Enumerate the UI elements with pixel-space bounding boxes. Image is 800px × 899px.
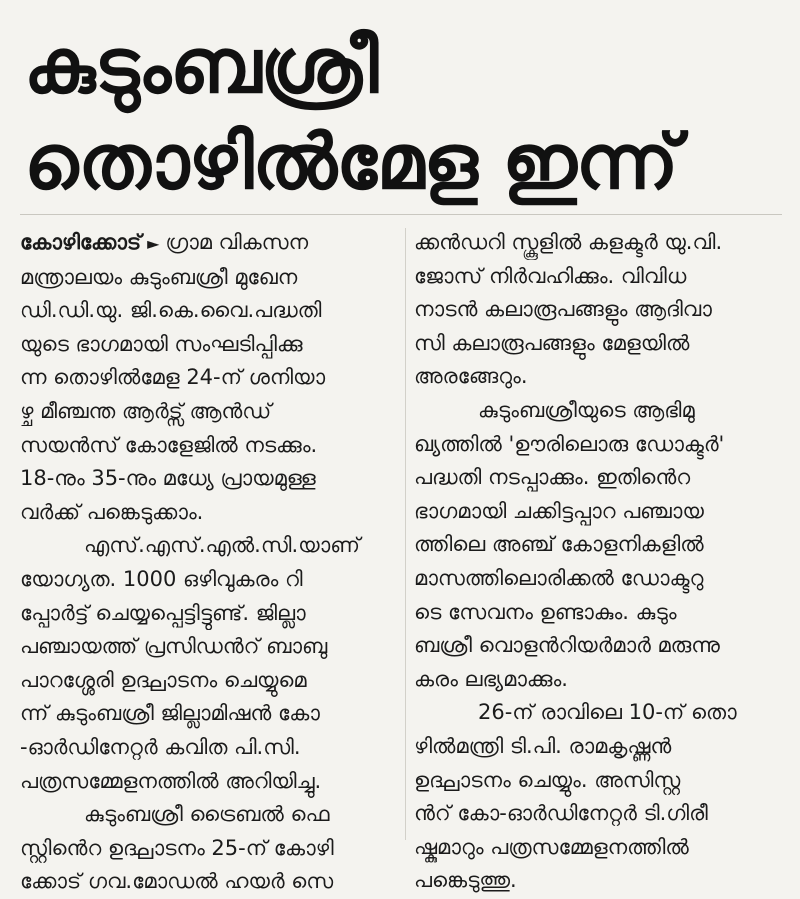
article-line: ഉദ്ഘാടനം ചെയ്യും. അസിസ്റ്റ [414,767,681,792]
article-line: അരങ്ങേറും. [414,364,528,389]
article-line: വർക്ക് പങ്കെടുക്കാം. [20,499,204,524]
article-line: കോഴിക്കോട് ► ഗ്രാമ വികസന [20,230,309,254]
dateline-arrow-icon: ► [147,234,160,253]
article-line: ഴ്ച മീഞ്ചന്ത ആർട്സ് ആൻഡ് [20,398,272,423]
article-line: കുടുംബശ്രീയുടെ ആഭിമു [478,397,695,422]
article-line: സയൻസ് കോളേജിൽ നടക്കും. [20,432,318,457]
article-line: കുടുംബശ്രീ ട്രൈബൽ ഫെ [84,802,330,827]
article-line: -ഓർഡിനേറ്റർ കവിത പി.സി. [20,734,301,759]
article-line: ഭാഗമായി ചക്കിട്ടപ്പാറ പഞ്ചായ [414,498,704,523]
article-line: ടെ സേവനം ഉണ്ടാകും. കുടും [414,599,677,624]
article-line: നാടൻ കലാരൂപങ്ങളും ആദിവാ [414,297,712,322]
article-line: പദ്ധതി നടപ്പാക്കും. ഇതിൻെറ [414,465,691,490]
article-line: യുടെ ഭാഗമായി സംഘടിപ്പിക്കു [20,331,303,356]
article-column-left [20,226,398,899]
article-line: ൻറ് കോ-ഓർഡിനേറ്റർ ടി.ഗിരീ [414,801,708,826]
article-line: എസ്.എസ്.എൽ.സി.യാണ് [84,533,360,558]
article-line: മന്ത്രാലയം കുടുംബശ്രീ മുഖേന [20,264,298,289]
article-line: 26-ന് രാവിലെ 10-ന് തൊ [478,700,737,725]
article-line: ഖ്യത്തിൽ 'ഊരിലൊരു ഡോക്ടർ' [414,431,725,456]
article-line: ക്കോട് ഗവ.മോഡൽ ഹയർ സെ [20,869,334,894]
article-line: ത്തിലെ അഞ്ച് കോളനികളിൽ [414,532,704,557]
article-line: ന്ന് കുടുംബശ്രീ ജില്ലാമിഷൻ കോ [20,701,320,726]
article-line: ബശ്രീ വൊളൻറിയർമാർ മരുന്നു [414,633,720,658]
article-line: ഷ്കുമാറും പത്രസമ്മേളനത്തിൽ [414,834,689,859]
article-line: ഡി.ഡി.യു. ജി.കെ.വൈ.പദ്ധതി [20,298,322,323]
article-line: പ്പോർട്ട് ചെയ്യപ്പെട്ടിട്ടുണ്ട്. ജില്ലാ [20,600,306,625]
article-line: ഴിൽമന്ത്രി ടി.പി. രാമകൃഷ്ണൻ [414,733,672,758]
article-line: കരം ലഭ്യമാക്കും. [414,666,568,691]
article-line: പങ്കെടുത്തു. [414,868,517,893]
article-line: 18-നും 35-നും മധ്യേ പ്രായമുള്ള [20,466,316,491]
dateline: കോഴിക്കോട് [20,230,142,254]
article-line: പത്രസമ്മേളനത്തിൽ അറിയിച്ചു. [20,768,322,793]
headline [24,18,784,210]
article-line: ജോസ് നിർവഹിക്കും. വിവിധ [414,263,687,288]
article-column-right [414,226,784,898]
article-line: മാസത്തിലൊരിക്കൽ ഡോക്ടറു [414,565,704,590]
headline-rule [20,214,782,215]
column-divider [405,228,406,840]
article-line: പാറശ്ശേരി ഉദ്ഘാടനം ചെയ്യുമെ [20,667,307,692]
article-line: യോഗ്യത. 1000 ഒഴിവുകരം റി [20,566,303,591]
headline-line-2: തൊഴിൽമേള ഇന്ന് [24,117,678,206]
headline-line-1: കുടുംബശ്രീ [24,21,378,110]
article-line: പഞ്ചായത്ത് പ്രസിഡൻറ് ബാബു [20,634,328,659]
article-line: ന്ന തൊഴിൽമേള 24-ന് ശനിയാ [20,365,326,390]
article-line: സ്റ്റിൻെറ ഉദ്ഘാടനം 25-ന് കോഴി [20,835,334,860]
article-line: സി കലാരൂപങ്ങളും മേളയിൽ [414,330,690,355]
article-line: ക്കൻഡറി സ്കൂളിൽ കളക്ടർ യു.വി. [414,230,723,254]
